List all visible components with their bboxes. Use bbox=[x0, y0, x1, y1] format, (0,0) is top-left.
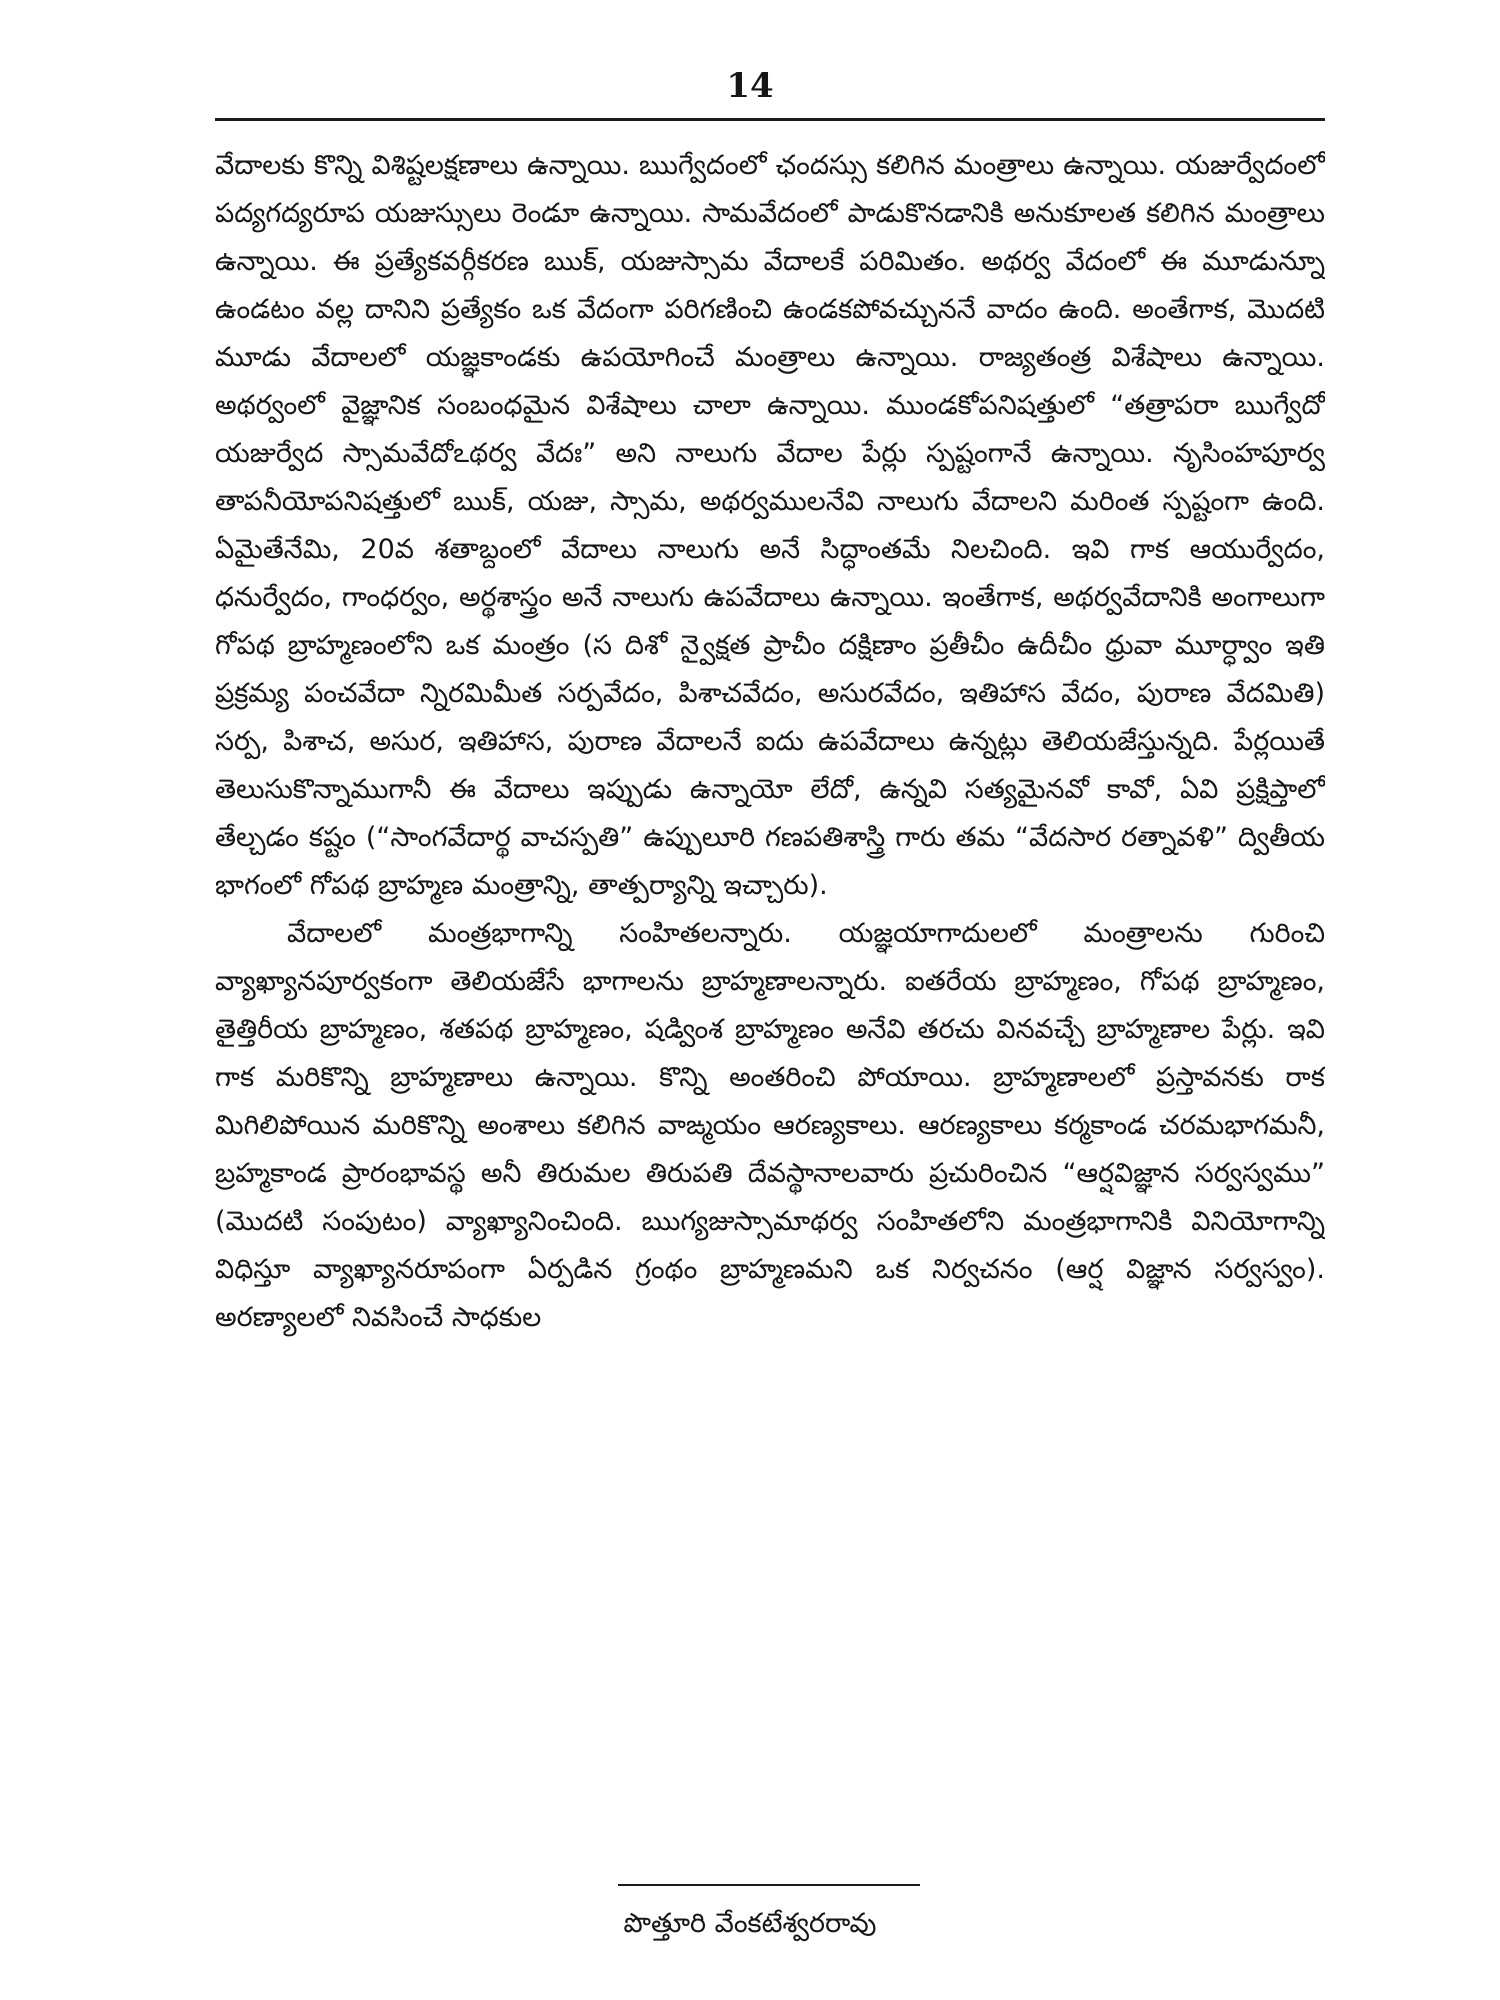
footer-rule bbox=[618, 1884, 920, 1886]
author-name: పొత్తూరి వేంకటేశ్వరరావు bbox=[623, 1908, 877, 1939]
paragraph-1: వేదాలకు కొన్ని విశిష్టలక్షణాలు ఉన్నాయి. ఋగ్వేదంలో ఛందస్సు కలిగిన మంత్రాలు ఉన్నాయి. యజుర్వేదంలో పద్యగద్యరూప యజుస్సులు రెండూ ఉన్నాయి. సామవేదంలో పాడుకొనడానికి అనుకూలత కలిగిన మంత్రాలు ఉన్నాయి. ఈ ప్రత్యేకవర్గీకరణ ఋక్, యజుస్సామ వేదాలకే పరిమితం. అథర్వ వేదంలో ఈ మూడున్నూ ఉండటం వల్ల దానిని ప్రత్యేకం ఒక వేదంగా పరిగణించి ఉండకపోవచ్చుననే వాదం ఉంది. అంతేగాక, మొదటి మూడు వేదాలలో యజ్ఞకాండకు ఉపయోగించే మంత్రాలు ఉన్నాయి. రాజ్యతంత్ర విశేషాలు ఉన్నాయి. అథర్వంలో వైజ్ఞానిక సంబంధమైన విశేషాలు చాలా ఉన్నాయి. ముండకోపనిషత్తులో “తత్రాపరా ఋగ్వేదో యజుర్వేద స్సామవేదోఽథర్వ వేదః” అని నాలుగు వేదాల పేర్లు స్పష్టంగానే ఉన్నాయి. నృసింహపూర్వ తాపనీయోపనిషత్తులో ఋక్, యజు, స్సామ, అథర్వములనేవి నాలుగు వేదాలని మరింత స్పష్టంగా ఉంది. ఏమైతేనేమి, 20వ శతాబ్దంలో వేదాలు నాలుగు అనే సిద్ధాంతమే నిలచింది. ఇవి గాక ఆయుర్వేదం, ధనుర్వేదం, గాంధర్వం, అర్థశాస్త్రం అనే నాలుగు ఉపవేదాలు ఉన్నాయి. ఇంతేగాక, అథర్వవేదానికి అంగాలుగా గోపథ బ్రాహ్మణంలోని ఒక మంత్రం (స దిశో న్వైక్షత ప్రాచీం దక్షిణాం ప్రతీచీం ఉదీచీం ధ్రువా మూర్ధ్వాం ఇతి ప్రక్రమ్య పంచవేదా న్నిరమిమీత సర్పవేదం, పిశాచవేదం, అసురవేదం, ఇతిహాస వేదం, పురాణ వేదమితి) సర్ప, పిశాచ, అసుర, ఇతిహాస, పురాణ వేదాలనే ఐదు ఉపవేదాలు ఉన్నట్లు తెలియజేస్తున్నది. పేర్లయితే తెలుసుకొన్నాముగానీ ఈ వేదాలు ఇప్పుడు ఉన్నాయో లేదో, ఉన్నవి సత్యమైనవో కావో, ఏవి ప్రక్షిప్తాలో తేల్చడం కష్టం (“సాంగవేదార్థ వాచస్పతి” ఉప్పులూరి గణపతిశాస్త్రి గారు తమ “వేదసార రత్నావళి” ద్వితీయ భాగంలో గోపథ బ్రాహ్మణ మంత్రాన్ని, తాత్పర్యాన్ని ఇచ్చారు). bbox=[215, 150, 1325, 901]
page-number: 14 bbox=[726, 66, 774, 106]
paragraph-2: వేదాలలో మంత్రభాగాన్ని సంహితలన్నారు. యజ్ఞయాగాదులలో మంత్రాలను గురించి వ్యాఖ్యానపూర్వకంగా తెలియజేసే భాగాలను బ్రాహ్మణాలన్నారు. ఐతరేయ బ్రాహ్మణం, గోపథ బ్రాహ్మణం, తైత్తిరీయ బ్రాహ్మణం, శతపథ బ్రాహ్మణం, షడ్వింశ బ్రాహ్మణం అనేవి తరచు వినవచ్చే బ్రాహ్మణాల పేర్లు. ఇవి గాక మరికొన్ని బ్రాహ్మణాలు ఉన్నాయి. కొన్ని అంతరించి పోయాయి. బ్రాహ్మణాలలో ప్రస్తావనకు రాక మిగిలిపోయిన మరికొన్ని అంశాలు కలిగిన వాఙ్మయం ఆరణ్యకాలు. ఆరణ్యకాలు కర్మకాండ చరమభాగమనీ, బ్రహ్మకాండ ప్రారంభావస్థ అనీ తిరుమల తిరుపతి దేవస్థానాలవారు ప్రచురించిన “ఆర్షవిజ్ఞాన సర్వస్వము” (మొదటి సంపుటం) వ్యాఖ్యానించింది. ఋగ్యజుస్సామాథర్వ సంహితలోని మంత్రభాగానికి వినియోగాన్ని విధిస్తూ వ్యాఖ్యానరూపంగా ఏర్పడిన గ్రంథం బ్రాహ్మణమని ఒక నిర్వచనం (ఆర్ష విజ్ఞాన సర్వస్వం). అరణ్యాలలో నివసించే సాధకుల bbox=[215, 918, 1325, 1333]
body-text bbox=[215, 142, 1325, 1782]
header-rule bbox=[215, 118, 1325, 121]
